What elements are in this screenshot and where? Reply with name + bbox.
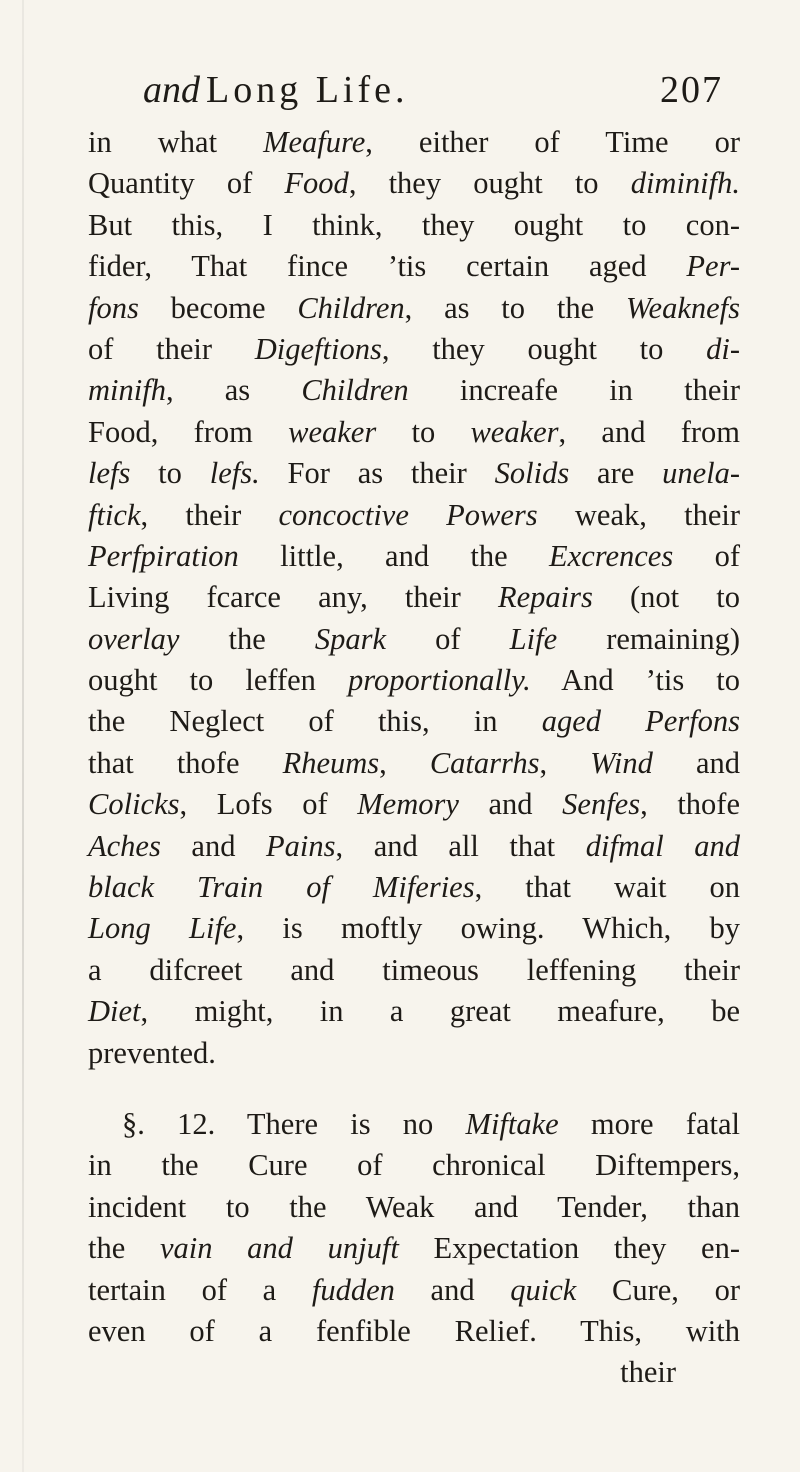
roman-text: remaining) [557, 621, 741, 656]
italic-text: Per- [686, 249, 740, 284]
roman-text: , is moftly owing. Which, by [236, 911, 740, 946]
roman-text: the [179, 621, 315, 656]
paragraph-gap [88, 1074, 740, 1104]
roman-text: , either of Time or [365, 125, 740, 159]
italic-text: Colicks [88, 787, 180, 822]
text-line [88, 826, 740, 867]
page-gutter-edge [22, 0, 24, 1472]
text-line [88, 246, 740, 287]
roman-text: , thofe [640, 787, 740, 822]
text-line [88, 329, 740, 370]
roman-text: , their [140, 497, 279, 532]
roman-text: , [379, 745, 430, 780]
italic-text: proportionally. [348, 663, 531, 698]
italic-text: Perfpiration [88, 538, 239, 573]
roman-text: Cure, or [576, 1272, 740, 1307]
roman-text: prevented. [88, 1035, 216, 1070]
italic-text: Memory [357, 787, 459, 822]
italic-text: aged Perfons [541, 704, 741, 739]
italic-text: Long Life [88, 911, 237, 946]
roman-text: even of a fenfible Relief. This, with [88, 1313, 740, 1348]
italic-text: vain and unjuft [159, 1231, 399, 1266]
roman-text: , Lofs of [179, 787, 358, 822]
text-line [88, 1145, 740, 1186]
roman-text: (not to [592, 580, 740, 615]
text-line [88, 867, 740, 908]
roman-text: And ’tis to [530, 663, 740, 698]
roman-text: , that wait on [474, 870, 740, 905]
roman-text: , and all that [335, 828, 586, 863]
roman-text: of their [88, 331, 255, 366]
italic-text: Miftake [465, 1106, 559, 1141]
italic-text: Catarrhs [429, 745, 540, 780]
italic-text: Pains [266, 828, 336, 863]
running-head-title: Long Life. [206, 69, 409, 111]
text-line [88, 577, 740, 618]
roman-text: and [458, 787, 563, 822]
text-line [88, 950, 740, 991]
roman-text: in what [88, 125, 264, 159]
roman-text: Quantity of [88, 166, 285, 201]
text-line [88, 908, 740, 949]
running-head [143, 68, 409, 112]
text-line [88, 288, 740, 329]
italic-text: Diet [88, 994, 141, 1029]
roman-text: , as [165, 373, 302, 408]
roman-text: Food, from [88, 414, 289, 449]
roman-text: of [386, 621, 510, 656]
italic-text: Children [297, 290, 405, 325]
roman-text: Living fcarce any, their [88, 580, 498, 615]
italic-text: di- [706, 331, 740, 366]
catchword: their [620, 1355, 676, 1390]
italic-text: diminifh. [630, 166, 740, 201]
paragraph-1 [88, 122, 740, 1074]
roman-text: tertain of a [88, 1272, 312, 1307]
roman-text: in the Cure of chronical Diftempers, [88, 1148, 740, 1183]
roman-text: little, and the [238, 538, 550, 573]
roman-text: and [652, 745, 740, 780]
italic-text: fons [88, 290, 139, 325]
text-line [88, 1104, 740, 1145]
roman-text: , they ought to [348, 166, 631, 201]
italic-text: Wind [590, 745, 653, 780]
italic-text: Digeftions [254, 331, 382, 366]
roman-text: the Neglect of this, in [88, 704, 542, 739]
text-line [88, 743, 740, 784]
text-line [88, 205, 740, 246]
italic-text: Rheums [282, 745, 380, 780]
text-line [88, 701, 740, 742]
italic-text: minifh [88, 373, 166, 408]
roman-text: increafe in their [408, 373, 740, 408]
roman-text: Expectation they en- [398, 1231, 741, 1266]
italic-text: Repairs [497, 580, 593, 615]
roman-text: §. 12. There is no [122, 1106, 466, 1141]
roman-text: that thofe [88, 745, 283, 780]
text-line [88, 784, 740, 825]
italic-text: lefs [88, 456, 131, 491]
italic-text: Spark [314, 621, 387, 656]
roman-text: , [539, 745, 591, 780]
italic-text: overlay [88, 621, 180, 656]
italic-text: lefs. [209, 456, 260, 491]
paragraph-2 [88, 1104, 740, 1352]
roman-text: are [569, 456, 663, 491]
roman-text: to [130, 456, 210, 491]
roman-text: ought to leffen [88, 663, 349, 698]
italic-text: quick [510, 1272, 577, 1307]
italic-text: difmal and [585, 828, 740, 863]
text-line [88, 1228, 740, 1269]
roman-text: , they ought to [381, 331, 707, 366]
italic-text: concoctive Powers [278, 497, 538, 532]
italic-text: ftick [88, 497, 141, 532]
roman-text: and [394, 1272, 511, 1307]
roman-text: , as to the [404, 290, 626, 325]
text-line [88, 122, 740, 163]
text-line [88, 619, 740, 660]
italic-text: unela- [662, 456, 741, 491]
italic-text: Excrences [549, 538, 674, 573]
text-line [88, 660, 740, 701]
text-line [88, 370, 740, 411]
italic-text: Children [301, 373, 409, 408]
running-head-and: and [143, 69, 200, 111]
italic-text: Senfes [562, 787, 641, 822]
italic-text: Aches [88, 828, 161, 863]
roman-text: , might, in a great meafure, be [140, 994, 740, 1029]
text-line [88, 536, 740, 577]
text-line [88, 163, 740, 204]
italic-text: weaker [470, 414, 559, 449]
roman-text: become [138, 290, 298, 325]
page-number: 207 [660, 69, 723, 111]
roman-text: of [673, 538, 740, 573]
roman-text: , and from [558, 414, 740, 449]
roman-text: incident to the Weak and Tender, than [88, 1189, 740, 1224]
italic-text: black Train of Miferies [88, 870, 475, 905]
italic-text: Weaknefs [625, 290, 740, 325]
italic-text: Food [284, 166, 349, 201]
page-header [143, 68, 723, 116]
text-line [88, 991, 740, 1032]
text-line [88, 1311, 740, 1352]
roman-text: For as their [259, 456, 495, 491]
text-line [88, 1187, 740, 1228]
italic-text: Solids [494, 456, 570, 491]
text-line [88, 1270, 740, 1311]
italic-text: fudden [311, 1272, 395, 1307]
roman-text: a difcreet and timeous leffening their [88, 952, 740, 987]
text-line [88, 1033, 740, 1074]
roman-text: more fatal [558, 1106, 741, 1141]
roman-text: to [376, 414, 471, 449]
italic-text: weaker [288, 414, 377, 449]
text-line [88, 412, 740, 453]
text-line [88, 453, 740, 494]
body-text [88, 122, 740, 1394]
roman-text: weak, their [537, 497, 740, 532]
italic-text: Life [509, 621, 558, 656]
italic-text: Meafure [263, 125, 366, 159]
roman-text: But this, I think, they ought to con- [88, 207, 740, 242]
roman-text: fider, That fince ’tis certain aged [88, 249, 687, 284]
text-line [88, 495, 740, 536]
roman-text: and [160, 828, 267, 863]
roman-text: the [88, 1231, 160, 1266]
